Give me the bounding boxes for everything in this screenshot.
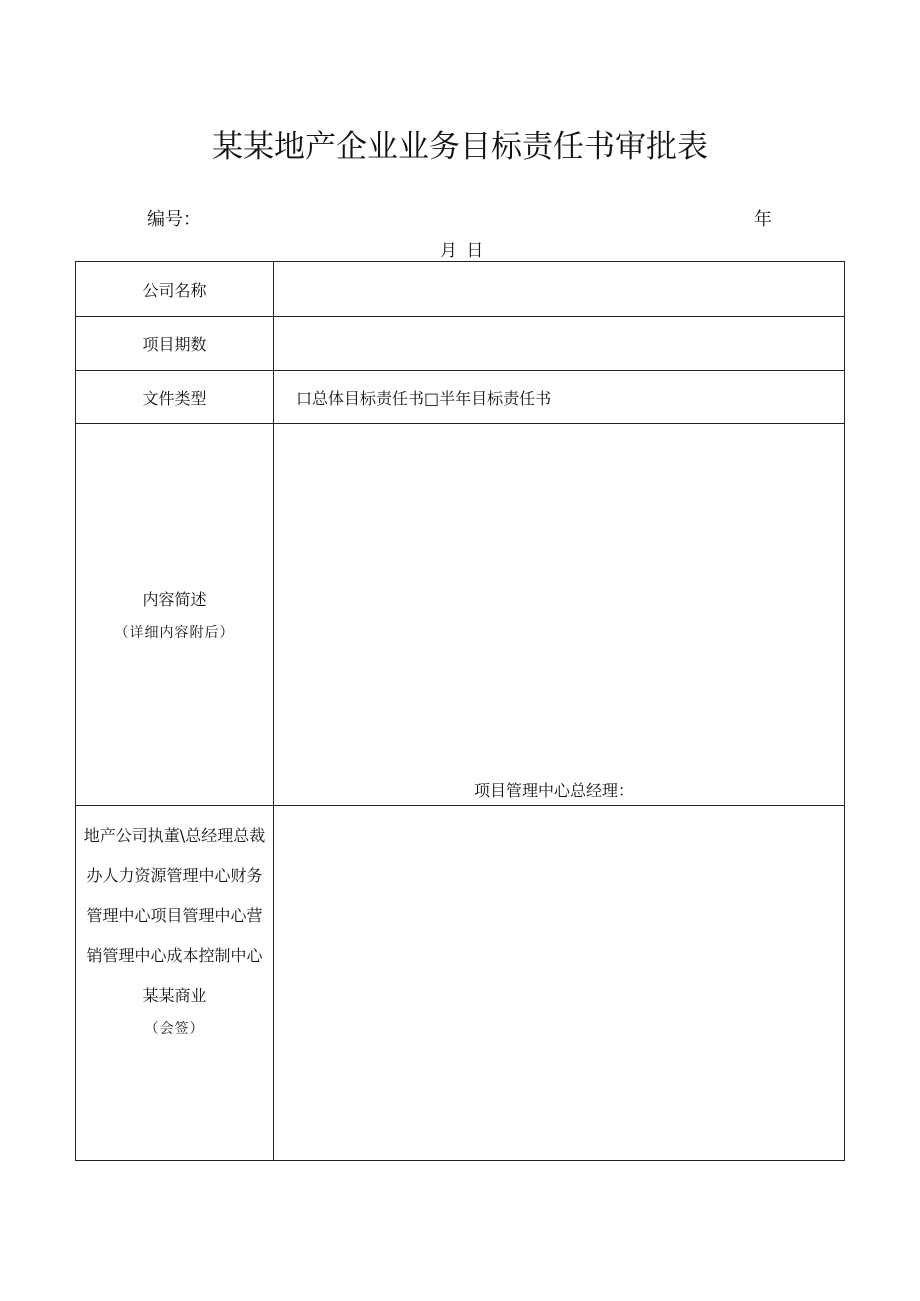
content-label-cell	[76, 424, 274, 806]
countersign-line: 某某商业	[142, 986, 207, 1005]
countersign-line: 销管理中心成本控制中心	[86, 946, 263, 965]
date-year-label: 年	[754, 209, 772, 230]
form-row-company	[76, 262, 845, 317]
project-phase-field[interactable]	[274, 317, 845, 371]
content-summary-field[interactable]	[274, 424, 845, 806]
content-summary-label: 内容简述	[142, 590, 207, 609]
countersign-field[interactable]	[274, 806, 845, 1161]
company-name-field[interactable]	[274, 262, 845, 317]
form-row-doc-type	[76, 371, 845, 424]
countersign-line: 办人力资源管理中心财务	[86, 866, 263, 885]
form-row-countersign	[76, 806, 845, 1161]
approval-form-table	[75, 261, 845, 1161]
form-row-content	[76, 424, 845, 806]
countersign-line: 地产公司执董\总经理总裁	[83, 826, 266, 845]
content-detail-note: （详细内容附后）	[114, 625, 235, 641]
countersign-note: （会签）	[144, 1021, 205, 1037]
company-name-label: 公司名称	[76, 262, 274, 317]
serial-number-label: 编号：	[147, 209, 201, 230]
manager-signature-label: 项目管理中心总经理：	[474, 781, 635, 800]
countersign-line: 管理中心项目管理中心营	[86, 906, 263, 925]
project-phase-label: 项目期数	[76, 317, 274, 371]
countersign-label-cell	[76, 806, 274, 1161]
doc-type-options[interactable]: 口总体目标责任书□半年目标责任书	[274, 371, 845, 424]
form-row-phase	[76, 317, 845, 371]
doc-type-label: 文件类型	[76, 371, 274, 424]
date-month-day-label: 月 日	[440, 241, 486, 261]
document-title: 某某地产企业业务目标责任书审批表	[212, 129, 708, 165]
